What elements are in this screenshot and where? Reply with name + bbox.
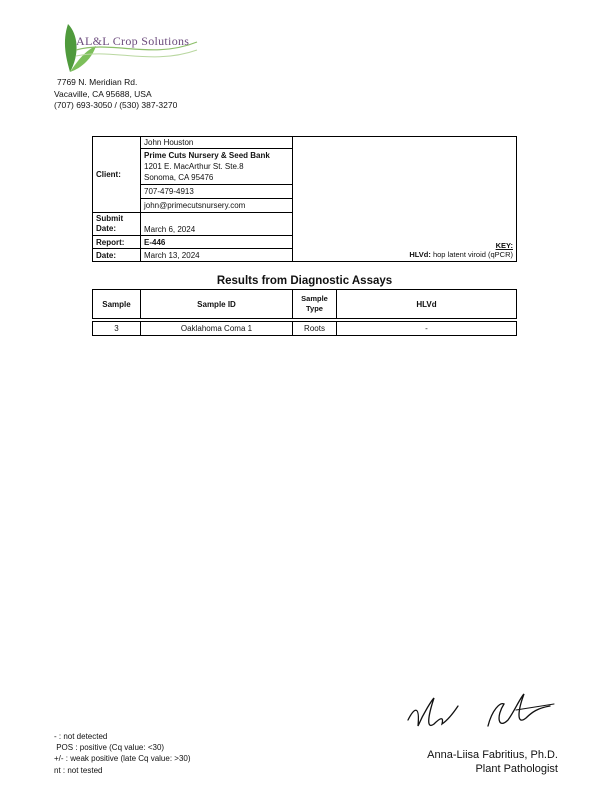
- legend-item: POS : positive (Cq value: <30): [54, 743, 165, 753]
- address-city: Vacaville, CA 95688, USA: [54, 88, 152, 99]
- signatory-name: Anna-Liisa Fabritius, Ph.D.: [427, 749, 558, 761]
- header-hlvd: HLVd: [337, 290, 517, 319]
- key-abbrev: HLVd:: [409, 250, 431, 259]
- cell-sample: 3: [93, 322, 141, 336]
- client-city: Sonoma, CA 95476: [144, 173, 214, 182]
- results-header-row: [93, 290, 517, 319]
- header-sample-id: Sample ID: [141, 290, 293, 319]
- signatory-title: Plant Pathologist: [475, 762, 558, 775]
- legend-item: - : not detected: [54, 732, 108, 741]
- address-street: 7769 N. Meridian Rd.: [57, 77, 138, 87]
- report-number: E-446: [141, 236, 293, 249]
- company-name: AL&L Crop Solutions: [76, 34, 190, 48]
- result-legend: [54, 731, 191, 776]
- address-phone: (707) 693-3050 / (530) 387-3270: [54, 100, 178, 110]
- handwritten-signature: [404, 690, 560, 740]
- date-label: Date:: [93, 249, 141, 262]
- results-table: [92, 289, 517, 336]
- cell-hlvd: -: [337, 322, 517, 336]
- client-label: Client:: [93, 137, 141, 213]
- cell-sample-id: Oaklahoma Coma 1: [141, 322, 293, 336]
- table-row: [93, 322, 517, 336]
- results-title: Results from Diagnostic Assays: [216, 275, 393, 287]
- client-info-table: [92, 136, 517, 262]
- key-description: hop latent viroid (qPCR): [432, 250, 513, 259]
- cell-sample-type: Roots: [293, 322, 337, 336]
- submit-date-label: Submit Date:: [93, 213, 141, 236]
- legend-item: nt : not tested: [54, 765, 103, 775]
- header-sample-type: Sample Type: [293, 290, 337, 319]
- header-sample: Sample: [93, 290, 141, 319]
- client-contact: John Houston: [141, 137, 293, 149]
- client-business: Prime Cuts Nursery & Seed Bank: [144, 151, 270, 160]
- client-street: 1201 E. MacArthur St. Ste.8: [144, 162, 244, 171]
- signatory-block: [427, 749, 558, 776]
- key-cell: [293, 137, 517, 262]
- company-address: [54, 77, 177, 112]
- client-phone: 707-479-4913: [141, 185, 293, 199]
- company-logo: [52, 20, 202, 78]
- report-label: Report:: [93, 236, 141, 249]
- legend-item: +/- : weak positive (late Cq value: >30): [54, 754, 191, 764]
- submit-date-value: March 6, 2024: [141, 213, 293, 236]
- client-email: john@primecutsnursery.com: [141, 199, 293, 213]
- key-title: KEY:: [495, 241, 513, 250]
- report-date: March 13, 2024: [141, 249, 293, 262]
